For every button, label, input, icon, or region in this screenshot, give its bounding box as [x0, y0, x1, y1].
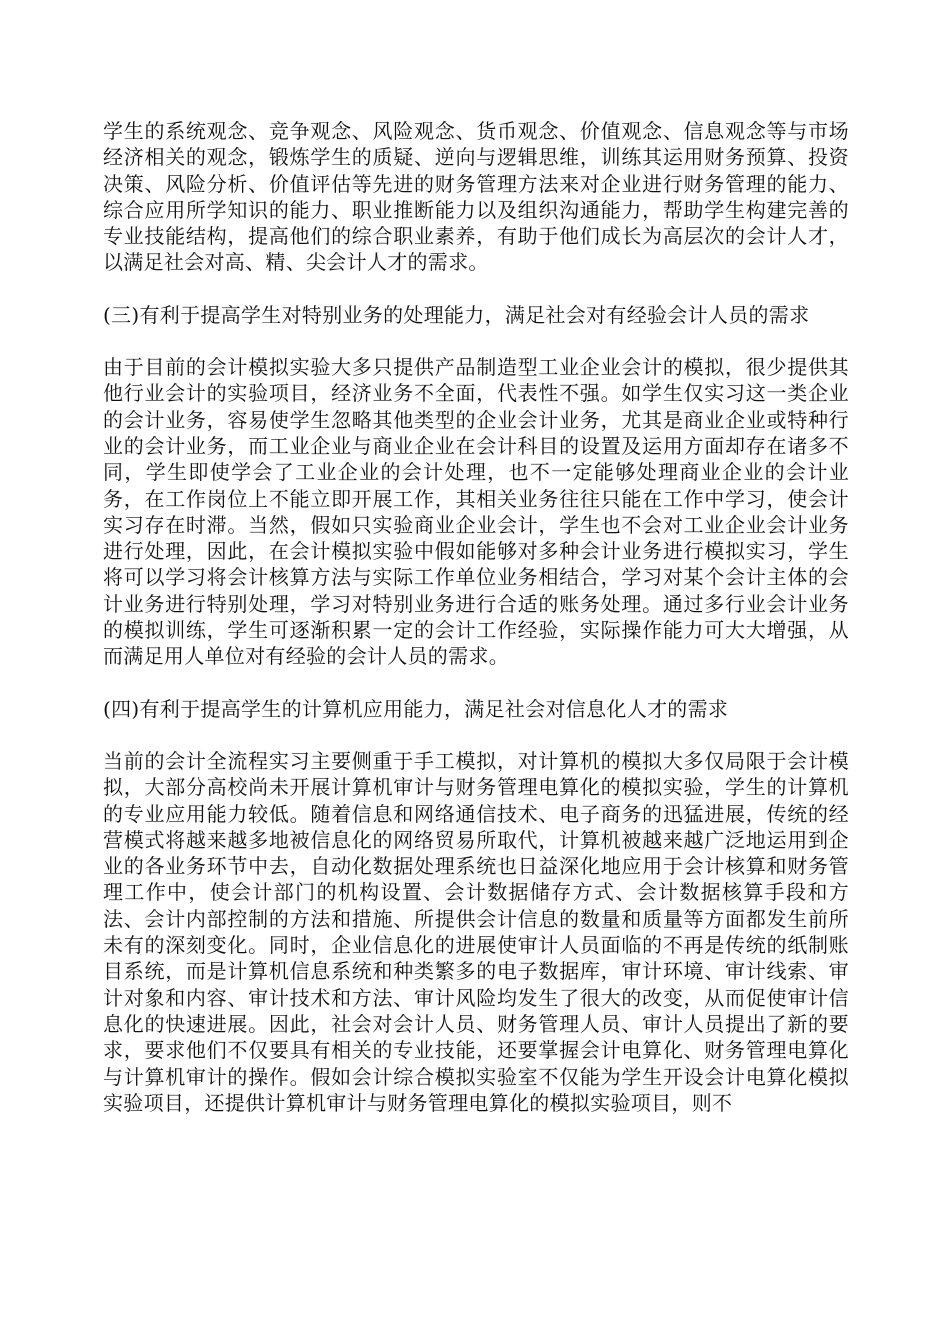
paragraph-section-4: 当前的会计全流程实习主要侧重于手工模拟，对计算机的模拟大多仅局限于会计模拟，大部分高校尚未开展计算机审计与财务管理电算化的模拟实验，学生的计算机的专业应用能力较低。随着信息和网络通信技术、电子商务的迅猛进展，传统的经营模式将越来越多地被信息化的网络贸易所取代，计算机被越来越广泛地运用到企业的各业务环节中去，自动化数据处理系统也日益深化地应用于会计核算和财务管理工作中，使会计部门的机构设置、会计数据储存方式、会计数据核算手段和方法、会计内部控制的方法和措施、所提供会计信息的数量和质量等方面都发生前所未有的深刻变化。同时，企业信息化的进展使审计人员面临的不再是传统的纸制账目系统，而是计算机信息系统和种类繁多的电子数据库，审计环境、审计线索、审计对象和内容、审计技术和方法、审计风险均发生了很大的改变，从而促使审计信息化的快速进展。因此，社会对会计人员、财务管理人员、审计人员提出了新的要求，要求他们不仅要具有相关的专业技能，还要掌握会计电算化、财务管理电算化与计算机审计的操作。假如会计综合模拟实验室不仅能为学生开设会计电算化模拟实验项目，还提供计算机审计与财务管理电算化的模拟实验项目，则不: [103, 748, 849, 1115]
paragraph-section-3: 由于目前的会计模拟实验大多只提供产品制造型工业企业会计的模拟，很少提供其他行业会计的实验项目，经济业务不全面，代表性不强。如学生仅实习这一类企业的会计业务，容易使学生忽略其他类型的企业会计业务，尤其是商业企业或特种行业的会计业务，而工业企业与商业企业在会计科目的设置及运用方面却存在诸多不同，学生即使学会了工业企业的会计处理，也不一定能够处理商业企业的会计业务，在工作岗位上不能立即开展工作，其相关业务往往只能在工作中学习，使会计实习存在时滞。当然，假如只实验商业企业会计，学生也不会对工业企业会计业务进行处理，因此，在会计模拟实验中假如能够对多种会计业务进行模拟实习，学生将可以学习将会计核算方法与实际工作单位业务相结合，学习对某个会计主体的会计业务进行特别处理，学习对特别业务进行合适的账务处理。通过多行业会计业务的模拟训练，学生可逐渐积累一定的会计工作经验，实际操作能力可大大增强，从而满足用人单位对有经验的会计人员的需求。: [103, 355, 849, 669]
section-heading-3: (三)有利于提高学生对特别业务的处理能力，满足社会对有经验会计人员的需求: [103, 302, 810, 327]
document-body: [103, 118, 849, 1116]
paragraph-intro-continuation: 学生的系统观念、竞争观念、风险观念、货币观念、价值观念、信息观念等与市场经济相关的观念，锻炼学生的质疑、逆向与逻辑思维，训练其运用财务预算、投资决策、风险分析、价值评估等先进的财务管理方法来对企业进行财务管理的能力、综合应用所学知识的能力、职业推断能力以及组织沟通能力，帮助学生构建完善的专业技能结构，提高他们的综合职业素养，有助于他们成长为高层次的会计人才，以满足社会对高、精、尖会计人才的需求。: [103, 119, 849, 275]
section-heading-4: (四)有利于提高学生的计算机应用能力，满足社会对信息化人才的需求: [103, 696, 729, 721]
